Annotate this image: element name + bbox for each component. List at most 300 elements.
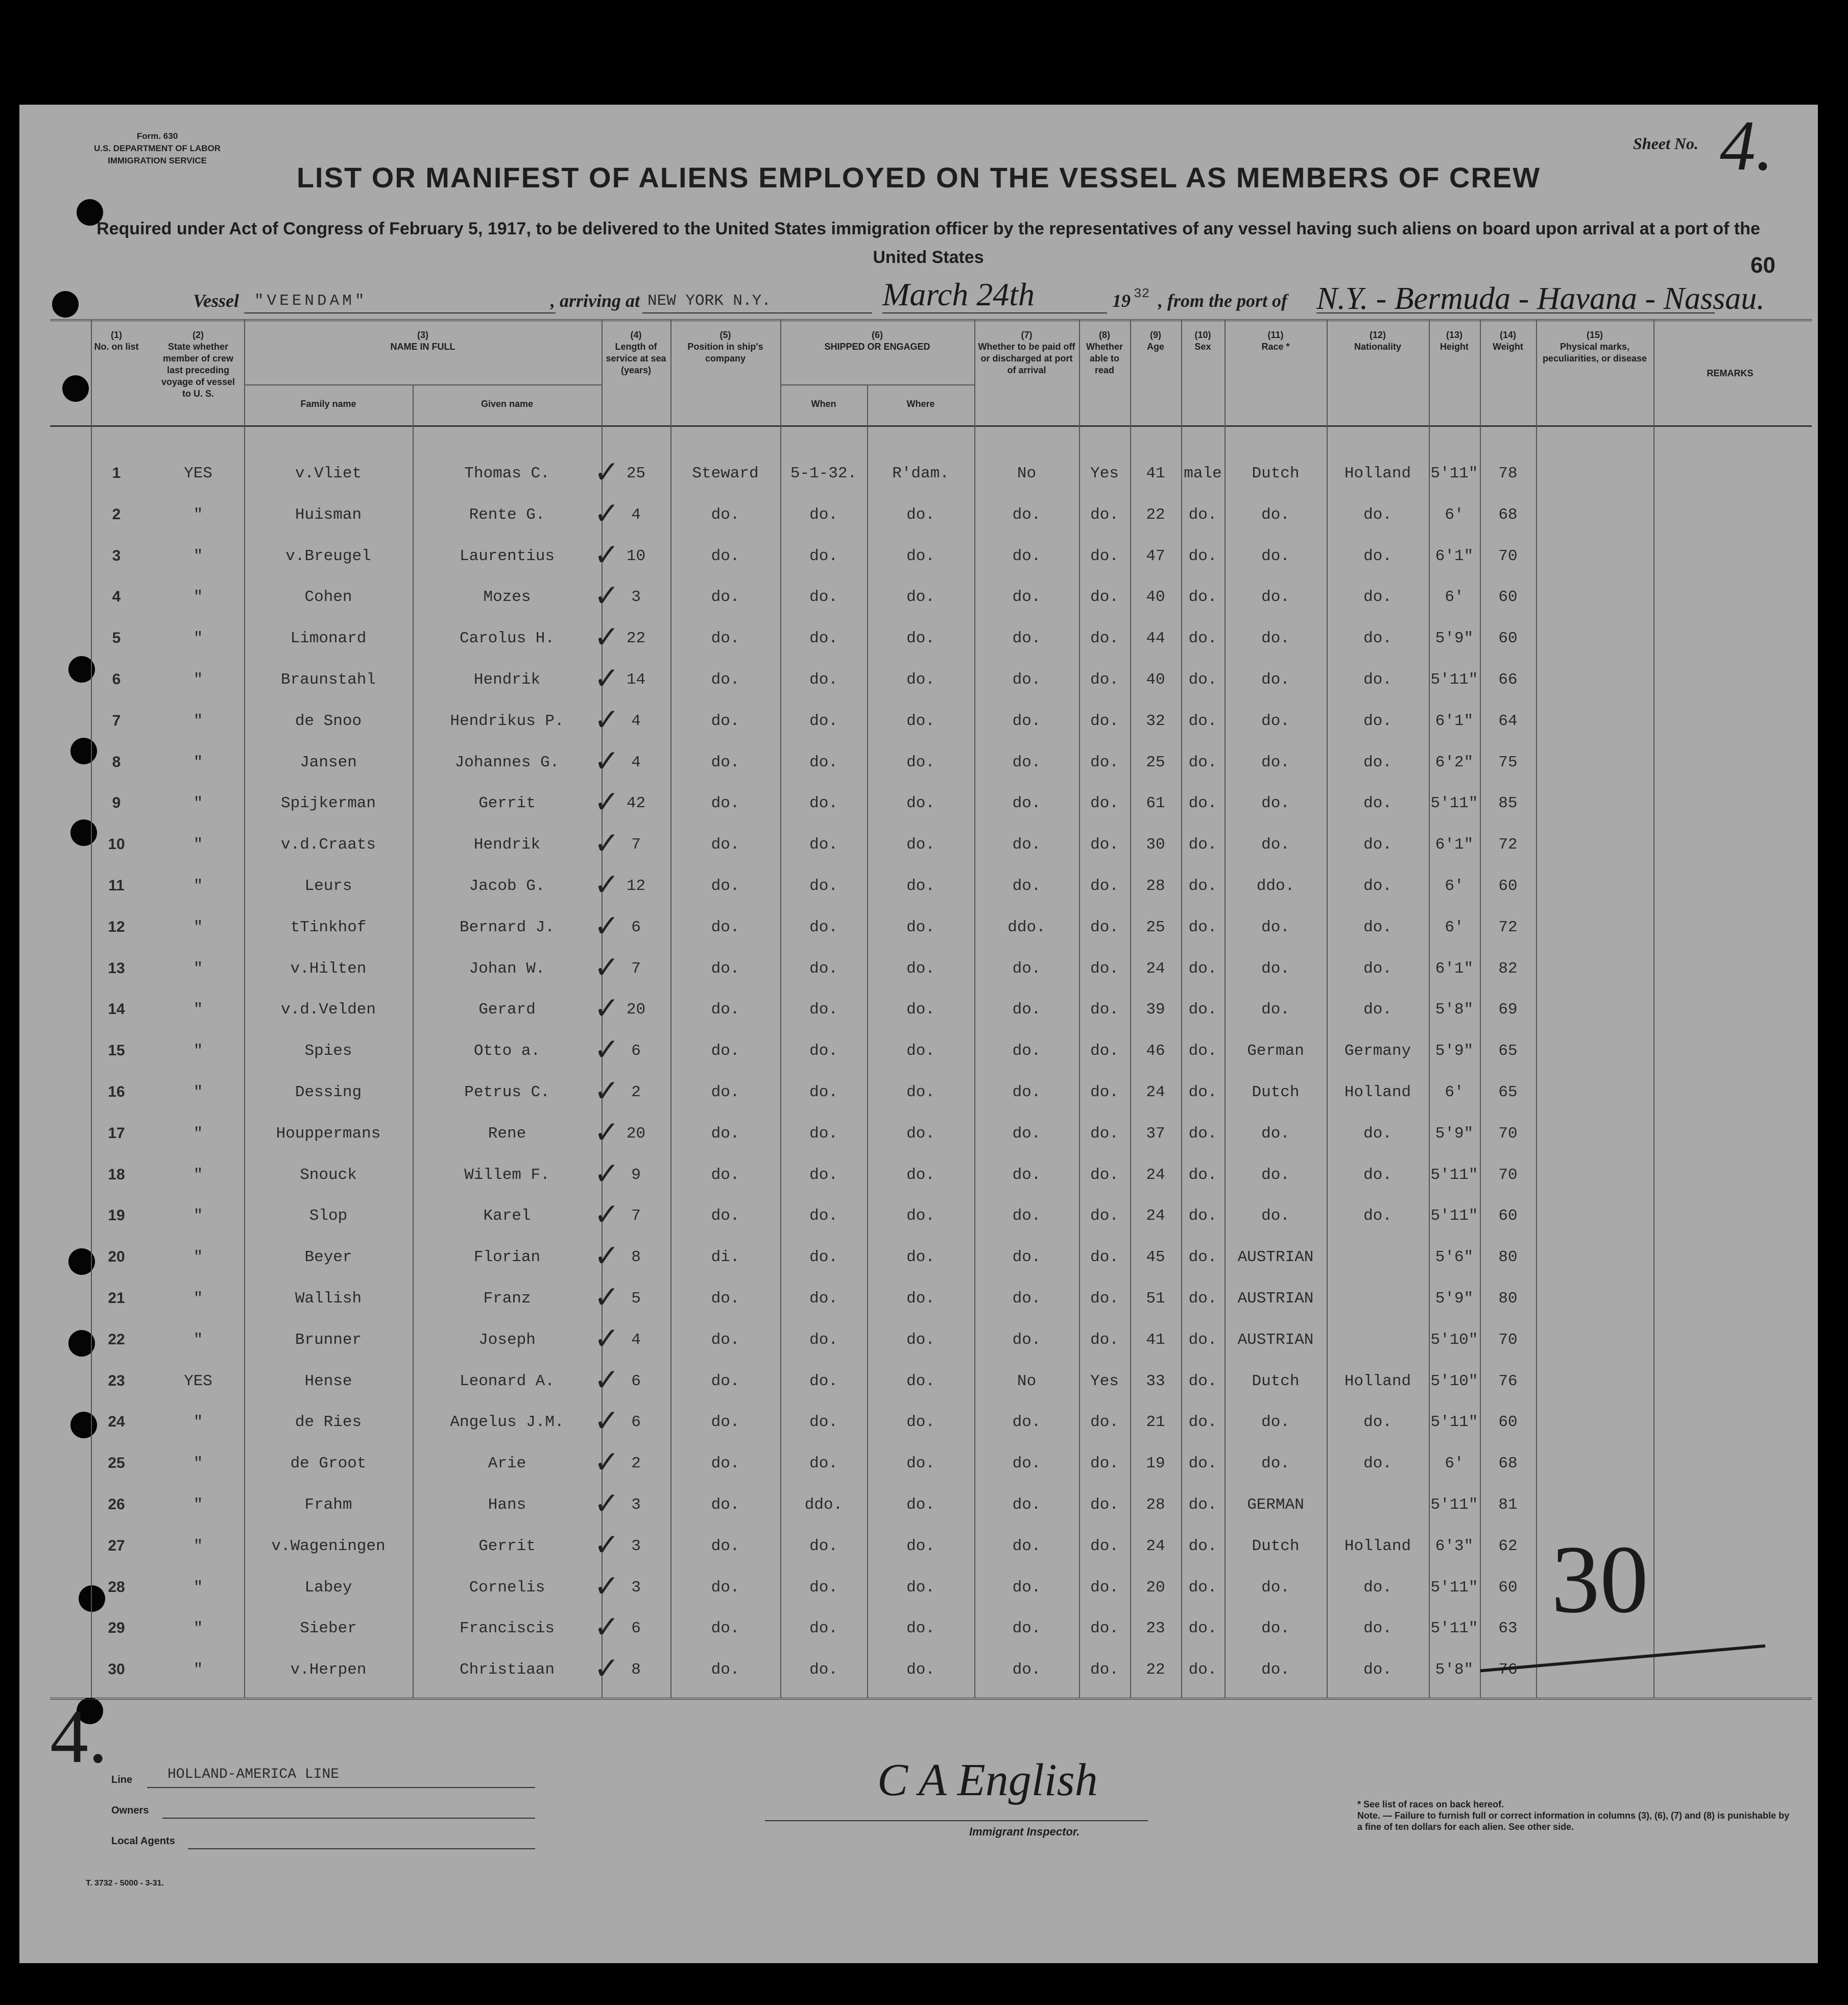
cell-able-to-read: do. bbox=[1090, 1166, 1119, 1184]
cell-height: 6' bbox=[1445, 1455, 1464, 1473]
check-mark-icon: ✓ bbox=[594, 1404, 620, 1438]
cell-position: do. bbox=[711, 1124, 740, 1143]
cell-given-name: Johannes G. bbox=[454, 753, 560, 771]
cell-height: 5'11" bbox=[1430, 1578, 1478, 1597]
cell-row-number: 29 bbox=[108, 1620, 125, 1637]
table-row bbox=[19, 702, 1818, 743]
cell-shipped-where: do. bbox=[906, 547, 935, 565]
cell-able-to-read: do. bbox=[1090, 1661, 1119, 1679]
cell-race: do. bbox=[1261, 1166, 1290, 1184]
cell-height: 6' bbox=[1445, 505, 1464, 524]
cell-previous-voyage: " bbox=[193, 753, 203, 771]
cell-family-name: tTinkhof bbox=[290, 918, 367, 936]
cell-race: do. bbox=[1261, 836, 1290, 854]
cell-family-name: v.Breugel bbox=[285, 547, 371, 565]
cell-service-years: 6 bbox=[631, 1620, 641, 1638]
footnote-races: * See list of races on back hereof. bbox=[1357, 1799, 1504, 1809]
cell-row-number: 6 bbox=[112, 671, 121, 688]
inspector-label: Immigrant Inspector. bbox=[969, 1825, 1080, 1838]
cell-paid-off: ddo. bbox=[1007, 918, 1046, 936]
cell-weight: 65 bbox=[1498, 1083, 1518, 1101]
cell-paid-off: do. bbox=[1012, 1207, 1041, 1225]
table-row bbox=[19, 578, 1818, 619]
cell-race: do. bbox=[1261, 1620, 1290, 1638]
cell-position: do. bbox=[711, 1207, 740, 1225]
inspector-signature: C A English bbox=[877, 1755, 1098, 1805]
cell-nationality: do. bbox=[1363, 1661, 1392, 1679]
cell-position: do. bbox=[711, 1372, 740, 1390]
cell-given-name: Carolus H. bbox=[459, 630, 555, 648]
cell-position: do. bbox=[711, 505, 740, 524]
check-mark-icon: ✓ bbox=[594, 1610, 620, 1645]
cell-race: Dutch bbox=[1252, 1083, 1300, 1101]
cell-previous-voyage: " bbox=[193, 630, 203, 648]
table-row bbox=[19, 1651, 1818, 1692]
cell-row-number: 12 bbox=[108, 918, 125, 935]
cell-weight: 60 bbox=[1498, 630, 1518, 648]
cell-shipped-where: do. bbox=[906, 1248, 935, 1267]
cell-sex: do. bbox=[1188, 753, 1217, 771]
from-port-label: , from the port of bbox=[1158, 291, 1288, 311]
cell-age: 25 bbox=[1146, 918, 1165, 936]
cell-given-name: Hendrik bbox=[473, 671, 541, 689]
cell-age: 40 bbox=[1146, 671, 1165, 689]
cell-sex: do. bbox=[1188, 1124, 1217, 1143]
check-mark-icon: ✓ bbox=[594, 1281, 620, 1314]
cell-race: do. bbox=[1261, 1207, 1290, 1225]
cell-sex: do. bbox=[1188, 1578, 1217, 1597]
cell-given-name: Joseph bbox=[478, 1331, 536, 1349]
cell-race: Dutch bbox=[1252, 1537, 1300, 1555]
check-mark-icon: ✓ bbox=[594, 1445, 620, 1480]
from-port: N.Y. - Bermuda - Havana - Nassau. bbox=[1316, 281, 1765, 316]
cell-shipped-when: do. bbox=[809, 1413, 838, 1432]
cell-position: do. bbox=[711, 1413, 740, 1432]
col-header-where: Where bbox=[906, 399, 935, 409]
cell-position: do. bbox=[711, 671, 740, 689]
cell-able-to-read: do. bbox=[1090, 1248, 1119, 1267]
cell-nationality: Holland bbox=[1344, 1537, 1411, 1555]
cell-given-name: Hendrik bbox=[473, 836, 541, 854]
cell-nationality: do. bbox=[1363, 671, 1392, 689]
cell-weight: 80 bbox=[1498, 1248, 1518, 1267]
table-top-rule bbox=[50, 319, 1812, 321]
cell-weight: 70 bbox=[1498, 1166, 1518, 1184]
cell-given-name: Gerrit bbox=[478, 794, 536, 813]
cell-age: 33 bbox=[1146, 1372, 1165, 1390]
cell-shipped-when: do. bbox=[809, 918, 838, 936]
cell-position: do. bbox=[711, 959, 740, 978]
cell-previous-voyage: " bbox=[193, 1166, 203, 1184]
cell-paid-off: do. bbox=[1012, 1537, 1041, 1555]
cell-position: do. bbox=[711, 630, 740, 648]
cell-paid-off: do. bbox=[1012, 1083, 1041, 1101]
cell-paid-off: do. bbox=[1012, 1331, 1041, 1349]
cell-position: do. bbox=[711, 918, 740, 936]
cell-able-to-read: do. bbox=[1090, 1083, 1119, 1101]
table-row bbox=[19, 1238, 1818, 1279]
cell-given-name: Hendrikus P. bbox=[450, 712, 564, 730]
cell-row-number: 4 bbox=[112, 588, 121, 606]
cell-position: do. bbox=[711, 1331, 740, 1349]
cell-given-name: Hans bbox=[488, 1496, 526, 1514]
cell-paid-off: do. bbox=[1012, 1661, 1041, 1679]
table-row bbox=[19, 1156, 1818, 1197]
cell-paid-off: do. bbox=[1012, 588, 1041, 607]
cell-service-years: 5 bbox=[631, 1290, 641, 1308]
cell-row-number: 24 bbox=[108, 1413, 125, 1431]
year-suffix: 32 bbox=[1134, 286, 1150, 301]
cell-shipped-when: do. bbox=[809, 1166, 838, 1184]
owners-rule bbox=[162, 1818, 535, 1819]
cell-race: AUSTRIAN bbox=[1237, 1248, 1314, 1267]
cell-height: 5'11" bbox=[1430, 1496, 1478, 1514]
cell-previous-voyage: " bbox=[193, 505, 203, 524]
department-label: U.S. DEPARTMENT OF LABOR bbox=[93, 143, 221, 153]
cell-family-name: Dessing bbox=[295, 1083, 362, 1101]
cell-paid-off: do. bbox=[1012, 836, 1041, 854]
cell-age: 51 bbox=[1146, 1290, 1165, 1308]
cell-position: di. bbox=[711, 1248, 740, 1267]
cell-weight: 60 bbox=[1498, 877, 1518, 895]
cell-able-to-read: Yes bbox=[1090, 465, 1119, 482]
cell-height: 6'1" bbox=[1435, 959, 1474, 978]
cell-shipped-where: do. bbox=[906, 1661, 935, 1679]
cell-shipped-when: do. bbox=[809, 1042, 838, 1060]
cell-service-years: 8 bbox=[631, 1661, 641, 1679]
cell-given-name: Mozes bbox=[483, 588, 531, 607]
cell-race: Dutch bbox=[1252, 465, 1300, 482]
cell-position: do. bbox=[711, 1496, 740, 1514]
cell-previous-voyage: " bbox=[193, 1496, 203, 1514]
cell-sex: do. bbox=[1188, 1166, 1217, 1184]
cell-able-to-read: do. bbox=[1090, 877, 1119, 895]
cell-paid-off: do. bbox=[1012, 1248, 1041, 1267]
cell-row-number: 30 bbox=[108, 1661, 125, 1678]
cell-shipped-when: do. bbox=[809, 1578, 838, 1597]
cell-able-to-read: Yes bbox=[1090, 1372, 1119, 1390]
col-header-position: (5) Position in ship's company bbox=[687, 330, 763, 364]
cell-previous-voyage: " bbox=[193, 959, 203, 978]
cell-able-to-read: do. bbox=[1090, 1496, 1119, 1514]
cell-able-to-read: do. bbox=[1090, 1124, 1119, 1143]
cell-age: 28 bbox=[1146, 1496, 1165, 1514]
cell-race: Dutch bbox=[1252, 1372, 1300, 1390]
cell-given-name: Angelus J.M. bbox=[450, 1413, 564, 1432]
cell-paid-off: do. bbox=[1012, 547, 1041, 565]
cell-row-number: 2 bbox=[112, 505, 121, 523]
cell-previous-voyage: " bbox=[193, 918, 203, 936]
table-row bbox=[19, 661, 1818, 702]
cell-sex: do. bbox=[1188, 547, 1217, 565]
cell-family-name: Spies bbox=[304, 1042, 352, 1060]
cell-paid-off: do. bbox=[1012, 630, 1041, 648]
cell-family-name: Houppermans bbox=[276, 1124, 381, 1143]
cell-able-to-read: do. bbox=[1090, 918, 1119, 936]
cell-able-to-read: do. bbox=[1090, 588, 1119, 607]
cell-row-number: 16 bbox=[108, 1083, 125, 1100]
line-value: HOLLAND-AMERICA LINE bbox=[167, 1767, 340, 1782]
cell-row-number: 14 bbox=[108, 1001, 125, 1018]
cell-able-to-read: do. bbox=[1090, 836, 1119, 854]
cell-sex: do. bbox=[1188, 1331, 1217, 1349]
cell-position: do. bbox=[711, 836, 740, 854]
cell-family-name: Leurs bbox=[304, 877, 352, 895]
cell-height: 5'9" bbox=[1435, 1042, 1474, 1060]
cell-family-name: Huisman bbox=[295, 505, 362, 524]
cell-shipped-when: do. bbox=[809, 1455, 838, 1473]
cell-shipped-where: do. bbox=[906, 1537, 935, 1555]
check-mark-icon: ✓ bbox=[594, 827, 620, 861]
cell-sex: do. bbox=[1188, 1248, 1217, 1267]
cell-age: 22 bbox=[1146, 505, 1165, 524]
cell-race: ddo. bbox=[1256, 877, 1295, 895]
col-header-service: (4) Length of service at sea (years) bbox=[606, 330, 666, 375]
table-row bbox=[19, 537, 1818, 578]
cell-service-years: 4 bbox=[631, 753, 641, 771]
cell-race: do. bbox=[1261, 547, 1290, 565]
table-row bbox=[19, 991, 1818, 1031]
cell-nationality: do. bbox=[1363, 918, 1392, 936]
cell-age: 20 bbox=[1146, 1578, 1165, 1597]
cell-height: 6' bbox=[1445, 877, 1464, 895]
cell-shipped-where: do. bbox=[906, 836, 935, 854]
check-mark-icon: ✓ bbox=[594, 579, 620, 613]
cell-given-name: Rene bbox=[488, 1124, 526, 1143]
cell-height: 5'9" bbox=[1435, 630, 1474, 648]
cell-row-number: 9 bbox=[112, 794, 121, 812]
cell-paid-off: No bbox=[1017, 465, 1037, 482]
cell-age: 61 bbox=[1146, 794, 1165, 813]
cell-weight: 69 bbox=[1498, 1001, 1518, 1019]
cell-sex: do. bbox=[1188, 1042, 1217, 1060]
cell-shipped-where: do. bbox=[906, 877, 935, 895]
check-mark-icon: ✓ bbox=[594, 1033, 620, 1067]
owners-label: Owners bbox=[111, 1805, 149, 1816]
cell-able-to-read: do. bbox=[1090, 753, 1119, 771]
table-row bbox=[19, 1609, 1818, 1650]
cell-weight: 70 bbox=[1498, 1331, 1518, 1349]
cell-nationality: do. bbox=[1363, 505, 1392, 524]
cell-service-years: 22 bbox=[626, 630, 646, 648]
cell-family-name: Hense bbox=[304, 1372, 352, 1390]
cell-weight: 78 bbox=[1498, 465, 1518, 482]
table-row bbox=[19, 1486, 1818, 1527]
cell-family-name: Wallish bbox=[295, 1290, 362, 1308]
table-row bbox=[19, 784, 1818, 825]
check-mark-icon: ✓ bbox=[594, 1528, 620, 1562]
cell-previous-voyage: " bbox=[193, 1248, 203, 1267]
cell-weight: 65 bbox=[1498, 1042, 1518, 1060]
cell-shipped-when: ddo. bbox=[804, 1496, 843, 1514]
table-row bbox=[19, 1032, 1818, 1073]
cell-family-name: Snouck bbox=[300, 1166, 357, 1184]
cell-paid-off: do. bbox=[1012, 1496, 1041, 1514]
cell-family-name: Jansen bbox=[300, 753, 357, 771]
cell-race: do. bbox=[1261, 588, 1290, 607]
cell-service-years: 25 bbox=[626, 465, 646, 482]
cell-sex: do. bbox=[1188, 505, 1217, 524]
cell-race: AUSTRIAN bbox=[1237, 1290, 1314, 1308]
signature-rule bbox=[765, 1820, 1148, 1821]
col-header-family-name: Family name bbox=[300, 399, 356, 409]
cell-service-years: 3 bbox=[631, 1496, 641, 1514]
cell-paid-off: No bbox=[1017, 1372, 1037, 1390]
cell-given-name: Johan W. bbox=[469, 959, 545, 978]
table-row bbox=[19, 1073, 1818, 1114]
cell-height: 5'11" bbox=[1430, 1620, 1478, 1638]
cell-sex: do. bbox=[1188, 1661, 1217, 1679]
cell-race: do. bbox=[1261, 918, 1290, 936]
cell-sex: do. bbox=[1188, 630, 1217, 648]
cell-weight: 76 bbox=[1498, 1661, 1518, 1679]
cell-given-name: Rente G. bbox=[469, 505, 545, 524]
cell-paid-off: do. bbox=[1012, 753, 1041, 771]
cell-weight: 80 bbox=[1498, 1290, 1518, 1308]
table-row bbox=[19, 1279, 1818, 1320]
check-mark-icon: ✓ bbox=[594, 1321, 620, 1356]
cell-shipped-where: do. bbox=[906, 1372, 935, 1390]
cell-shipped-when: do. bbox=[809, 1620, 838, 1638]
cell-previous-voyage: " bbox=[193, 794, 203, 813]
table-row bbox=[19, 1321, 1818, 1362]
cell-height: 5'11" bbox=[1430, 1166, 1478, 1184]
cell-sex: do. bbox=[1188, 1372, 1217, 1390]
cell-row-number: 8 bbox=[112, 753, 121, 770]
line-rule bbox=[147, 1787, 535, 1788]
arriving-label: , arriving at bbox=[550, 291, 640, 311]
table-row bbox=[19, 496, 1818, 537]
cell-shipped-when: do. bbox=[809, 1290, 838, 1308]
table-row bbox=[19, 1362, 1818, 1403]
cell-paid-off: do. bbox=[1012, 877, 1041, 895]
cell-paid-off: do. bbox=[1012, 1042, 1041, 1060]
cell-row-number: 18 bbox=[108, 1166, 125, 1183]
col-header-age: (9) Age bbox=[1146, 330, 1164, 352]
col-header-read: (8) Whether able to read bbox=[1086, 330, 1123, 375]
sheet-label: Sheet No. bbox=[1633, 134, 1698, 153]
cell-nationality: Holland bbox=[1344, 1372, 1411, 1390]
table-row bbox=[19, 867, 1818, 908]
cell-able-to-read: do. bbox=[1090, 794, 1119, 813]
check-mark-icon: ✓ bbox=[594, 1487, 620, 1520]
cell-height: 5'9" bbox=[1435, 1290, 1474, 1308]
cell-family-name: v.d.Craats bbox=[280, 836, 376, 854]
cell-race: AUSTRIAN bbox=[1237, 1331, 1314, 1349]
cell-weight: 72 bbox=[1498, 836, 1518, 854]
cell-family-name: de Ries bbox=[295, 1413, 362, 1432]
agents-rule bbox=[188, 1848, 535, 1849]
check-mark-icon: ✓ bbox=[594, 992, 620, 1026]
cell-able-to-read: do. bbox=[1090, 505, 1119, 524]
cell-family-name: Limonard bbox=[290, 630, 367, 648]
cell-nationality: do. bbox=[1363, 1207, 1392, 1225]
cell-nationality: do. bbox=[1363, 1578, 1392, 1597]
cell-race: do. bbox=[1261, 1661, 1290, 1679]
total-count: 30 bbox=[1551, 1526, 1648, 1633]
cell-family-name: Braunstahl bbox=[280, 671, 376, 689]
cell-sex: do. bbox=[1188, 918, 1217, 936]
cell-sex: do. bbox=[1188, 1496, 1217, 1514]
cell-race: do. bbox=[1261, 1124, 1290, 1143]
cell-able-to-read: do. bbox=[1090, 1001, 1119, 1019]
cell-shipped-where: do. bbox=[906, 1166, 935, 1184]
cell-family-name: Spijkerman bbox=[280, 794, 376, 813]
table-row bbox=[19, 826, 1818, 866]
cell-row-number: 1 bbox=[112, 465, 121, 481]
punch-hole bbox=[62, 375, 89, 402]
cell-given-name: Florian bbox=[473, 1248, 541, 1267]
cell-given-name: Otto a. bbox=[473, 1042, 541, 1060]
year-prefix: 19 bbox=[1112, 291, 1131, 311]
form-number: Form. 630 bbox=[136, 131, 178, 141]
cell-nationality: Holland bbox=[1344, 465, 1411, 482]
cell-previous-voyage: " bbox=[193, 1413, 203, 1432]
check-mark-icon: ✓ bbox=[594, 1652, 620, 1686]
col-header-previous-voyage: (2) State whether member of crew last preceding voyage of vessel to U. S. bbox=[161, 330, 235, 399]
cell-position: do. bbox=[711, 1290, 740, 1308]
cell-position: do. bbox=[711, 794, 740, 813]
cell-service-years: 7 bbox=[631, 1207, 641, 1225]
cell-given-name: Gerrit bbox=[478, 1537, 536, 1555]
cell-age: 37 bbox=[1146, 1124, 1165, 1143]
cell-position: do. bbox=[711, 1620, 740, 1638]
cell-family-name: Beyer bbox=[304, 1248, 352, 1267]
cell-sex: do. bbox=[1188, 1537, 1217, 1555]
cell-shipped-when: do. bbox=[809, 1083, 838, 1101]
cell-row-number: 28 bbox=[108, 1578, 125, 1596]
cell-paid-off: do. bbox=[1012, 1455, 1041, 1473]
cell-age: 19 bbox=[1146, 1455, 1165, 1473]
cell-age: 39 bbox=[1146, 1001, 1165, 1019]
cell-position: do. bbox=[711, 877, 740, 895]
requirement-text: Required under Act of Congress of February 5, 1917, to be delivered to the United States immigration officer by the representatives of any vessel having such aliens on board upon arrival at a port of the United States bbox=[97, 219, 1760, 267]
cell-able-to-read: do. bbox=[1090, 547, 1119, 565]
cell-weight: 64 bbox=[1498, 712, 1518, 730]
cell-service-years: 7 bbox=[631, 836, 641, 854]
cell-service-years: 20 bbox=[626, 1124, 646, 1143]
document-title: LIST OR MANIFEST OF ALIENS EMPLOYED ON THE VESSEL AS MEMBERS OF CREW bbox=[296, 161, 1541, 194]
cell-race: do. bbox=[1261, 1455, 1290, 1473]
cell-age: 40 bbox=[1146, 588, 1165, 607]
cell-given-name: Gerard bbox=[478, 1001, 536, 1019]
cell-previous-voyage: " bbox=[193, 712, 203, 730]
cell-nationality: do. bbox=[1363, 1455, 1392, 1473]
cell-nationality: Germany bbox=[1344, 1042, 1411, 1060]
cell-height: 6'2" bbox=[1435, 753, 1474, 771]
cell-sex: do. bbox=[1188, 671, 1217, 689]
cell-nationality: do. bbox=[1363, 547, 1392, 565]
cell-nationality: do. bbox=[1363, 1124, 1392, 1143]
cell-paid-off: do. bbox=[1012, 959, 1041, 978]
cell-shipped-when: do. bbox=[809, 671, 838, 689]
manifest-sheet bbox=[19, 105, 1818, 1963]
cell-shipped-when: do. bbox=[809, 1661, 838, 1679]
cell-given-name: Petrus C. bbox=[464, 1083, 550, 1101]
cell-family-name: de Snoo bbox=[295, 712, 362, 730]
cell-row-number: 3 bbox=[112, 547, 121, 564]
cell-previous-voyage: " bbox=[193, 1578, 203, 1597]
cell-age: 24 bbox=[1146, 1166, 1165, 1184]
table-row bbox=[19, 454, 1818, 495]
cell-nationality: do. bbox=[1363, 630, 1392, 648]
cell-family-name: de Groot bbox=[290, 1455, 367, 1473]
cell-service-years: 42 bbox=[626, 794, 646, 813]
cell-age: 41 bbox=[1146, 465, 1165, 482]
cell-previous-voyage: " bbox=[193, 1124, 203, 1143]
cell-weight: 72 bbox=[1498, 918, 1518, 936]
cell-shipped-where: do. bbox=[906, 1124, 935, 1143]
